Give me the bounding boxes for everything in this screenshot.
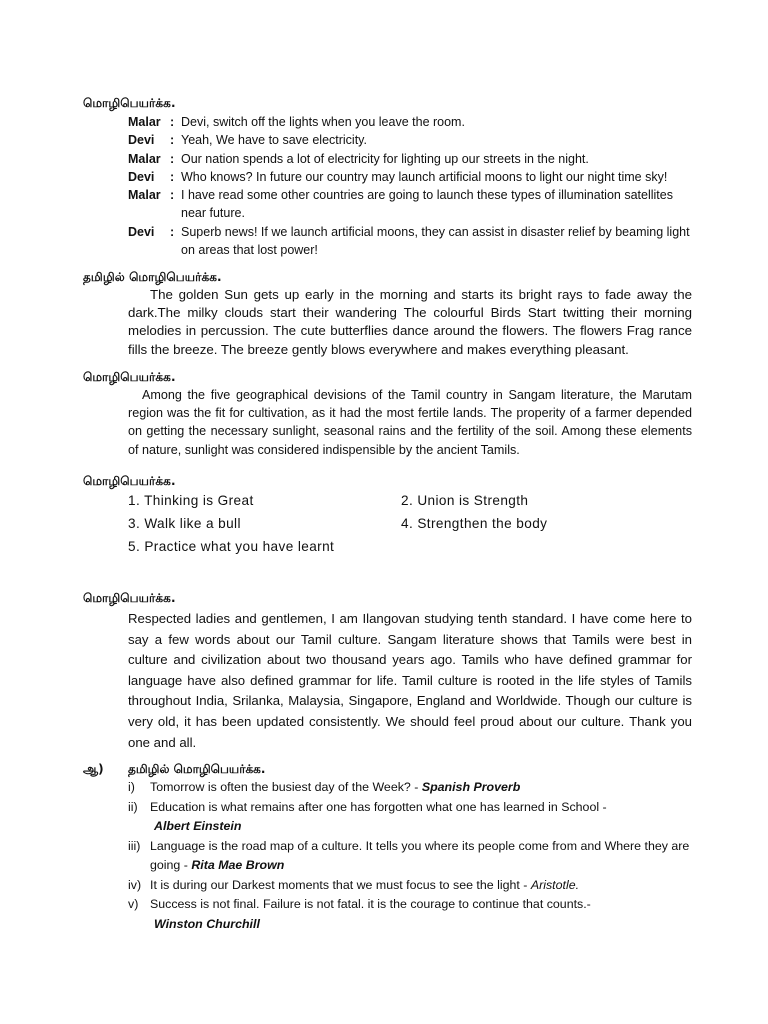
speaker-name: Devi [128,133,155,148]
dialogue-text: Devi, switch off the lights when you leave the room. [181,115,465,129]
list-item: 4. Strengthen the body [401,516,548,531]
list-item: 1. Thinking is Great [128,493,254,508]
quote-number: iv) [128,877,142,892]
dialogue-line [128,150,698,168]
dialogue-text: Who knows? In future our country may launch artificial moons to light our night time sky! [181,169,668,184]
quote-number: v) [128,897,139,911]
section-1-heading: மொழிபெயர்க்க. [83,96,176,110]
quote-body [150,778,694,798]
quote-body [150,837,694,876]
section-3-heading: மொழிபெயர்க்க. [83,370,176,384]
speaker-name: Devi [128,169,155,184]
quote-text: Language is the road map of a culture. It tells you where its people come from and Where they are going - [150,838,690,872]
dialogue-text: I have read some other countries are going to launch these types of illumination satellites near future. [181,188,673,221]
quote-author: Winston Churchill [154,916,260,931]
quote-item [128,837,694,876]
section-2-heading: தமிழில் மொழிபெயர்க்க. [83,270,222,284]
quote-number: i) [128,780,135,794]
list-item: 2. Union is Strength [401,493,529,508]
section-5-heading: மொழிபெயர்க்க. [83,591,176,605]
speaker-colon: : [170,169,175,184]
speaker-name: Malar [128,151,161,166]
dialogue-line [128,131,698,149]
quote-item [128,798,694,837]
quote-body [150,895,694,934]
quote-item [128,876,694,896]
speaker-colon: : [170,115,175,129]
section-4-heading: மொழிபெயர்க்க. [83,474,176,488]
speaker-colon: : [170,133,175,148]
quote-author: Spanish Proverb [421,780,521,794]
speaker-name: Malar [128,188,161,203]
quote-text: Tomorrow is often the busiest day of the Week? - [150,780,422,794]
speaker-name: Devi [128,224,155,239]
quote-text: Education is what remains after one has forgotten what one has learned in School - [150,799,607,814]
speaker-colon: : [170,224,175,239]
section-6-heading: தமிழில் மொழிபெயர்க்க. [128,762,266,776]
dialogue-text: Our nation spends a lot of electricity for lighting up our streets in the night. [181,151,589,166]
list-item: 3. Walk like a bull [128,516,241,531]
quote-author: Aristotle. [530,877,580,892]
dialogue-line [128,186,698,223]
dialogue [128,113,698,259]
dialogue-text: Yeah, We have to save electricity. [181,133,367,148]
dialogue-line [128,223,698,260]
dialogue-line [128,113,698,131]
quote-number: ii) [128,799,138,814]
section-5-paragraph: Respected ladies and gentlemen, I am Ilangovan studying tenth standard. I have come here to say a few words about our Tamil culture. Sangam literature shows that Tamils were best in culture and civilization about two thousand years ago. Tamils who have defined grammar for language have also defined grammar for life. Tamil culture is rooted in the life styles of Tamils throughout India, Srilanka, Malaysia, Singapore, England and Worldwide. Though our culture is very old, it has been updated consistently. We should feel proud about our culture. Thank you one and all. [128,611,692,750]
section-3-paragraph: Among the five geographical devisions of the Tamil country in Sangam literature, the Marutam region was the fit for cultivation, as it had the most fertile lands. The properity of a farmer depended on getting the necessary sunlight, seasonal rains and the fertility of the soil. Among these elements of nature, sunlight was considered indispensible by the ancient Tamils. [128,388,692,457]
section-6-marker: ஆ) [83,762,104,776]
quote-number: iii) [128,838,141,853]
quotes-list [128,778,694,934]
dialogue-line [128,168,698,186]
speaker-colon: : [170,188,175,203]
quote-item [128,778,694,798]
list-item: 5. Practice what you have learnt [128,539,335,554]
quote-text: Success is not final. Failure is not fatal. it is the courage to continue that counts.- [150,897,591,911]
quote-item [128,895,694,934]
quote-text: It is during our Darkest moments that we must focus to see the light - [150,877,531,892]
quote-author: Rita Mae Brown [191,858,285,872]
quote-author: Albert Einstein [154,819,242,833]
quote-body [150,876,694,896]
section-2-paragraph: The golden Sun gets up early in the morning and starts its bright rays to fade away the dark.The milky clouds start their wandering The colourful Birds Start twitting their morning melodies in percussion. The cute butterflies dance around the flowers. The flowers Frag rance fills the breeze. The breeze gently blows everywhere and makes everything pleasant. [128,287,692,357]
speaker-name: Malar [128,115,161,129]
quote-body [150,798,694,837]
speaker-colon: : [170,151,175,166]
dialogue-text: Superb news! If we launch artificial moons, they can assist in disaster relief by beaming light on areas that lost power! [181,224,690,258]
